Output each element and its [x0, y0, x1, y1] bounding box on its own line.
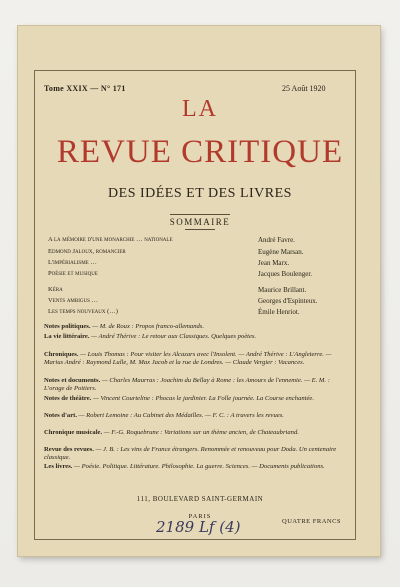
cover-price: QUATRE FRANCS — [282, 518, 342, 525]
toc-entry-author: Georges d'Espinteux. — [258, 297, 318, 305]
section-entry — [44, 377, 344, 393]
sommaire-heading: SOMMAIRE — [169, 217, 231, 227]
toc-entry-title: Vents ambigus … — [48, 297, 99, 304]
publisher-city: PARIS — [188, 513, 212, 520]
toc-entry-author: Émile Henriot. — [258, 308, 300, 316]
issue-date: 25 Août 1920 — [282, 84, 326, 93]
toc-entry-author: Jacques Boulenger. — [258, 270, 313, 278]
toc-entry-title: L'impérialisme … — [48, 259, 97, 266]
section-text: — Louis Thomas : Pour visiter les Alcazars avec l'Insolent. — André Thérive : L'Angleterre. — Marius André : Raymond Lulle, M. Max Jacob et la rue de Londres. — Claude Vergier : Vacances. — [44, 351, 332, 366]
toc-entry-title: Kéra — [48, 286, 63, 293]
toc-entry-title: Les temps nouveaux (…) — [48, 308, 118, 315]
section-entry — [44, 395, 344, 403]
publisher-address: 111, BOULEVARD SAINT-GERMAIN — [136, 495, 264, 503]
section-label: Revue des revues. — [44, 446, 94, 453]
section-label: Notes et documents. — [44, 377, 101, 384]
volume-issue: Tome XXIX — N° 171 — [44, 84, 126, 93]
section-entry — [44, 429, 344, 437]
magazine-title: REVUE CRITIQUE — [56, 134, 344, 170]
section-label: La vie littéraire. — [44, 333, 90, 340]
section-text: — Vincent Courteline : Phocas le jardinier. La Folle journée. La Course enchantée. — [92, 395, 315, 402]
magazine-subtitle: DES IDÉES ET DES LIVRES — [108, 186, 292, 201]
section-entry — [44, 333, 344, 341]
section-text: — André Thérive : Le retour aux Classiques. Quelques poètes. — [91, 333, 257, 340]
toc-entry-author: Maurice Brillant. — [258, 286, 307, 294]
section-label: Notes politiques. — [44, 323, 91, 330]
section-text: — Poésie. Politique. Littérature. Philosophie. La guerre. Sciences. — Documents publications. — [74, 463, 325, 470]
handwritten-shelfmark: 2189 Lf (4) — [156, 518, 241, 536]
toc-entry-title: Edmond Jaloux, romancier — [48, 248, 126, 255]
section-text: — Robert Lemoine : Au Cabinet des Médailles. — F. C. : A travers les revues. — [78, 412, 284, 419]
section-label: Notes de théâtre. — [44, 395, 92, 402]
toc-entry-author: Eugène Marsan. — [258, 248, 304, 256]
toc-entry-author: André Favre. — [258, 236, 295, 244]
toc-entry-title: Poésie et musique — [48, 270, 98, 277]
section-label: Les livres. — [44, 463, 73, 470]
section-entry — [44, 446, 344, 462]
section-entry — [44, 463, 344, 471]
toc-entry-author: Jean Marx. — [258, 259, 290, 267]
section-text: — J. B. : Les vins de France étrangers. Renommée et renouveau pour Doda. Un centenaire classique. — [44, 446, 337, 461]
section-text: — F.-G. Roquebrune : Variations sur un thème ancien, de Chateaubriand. — [103, 429, 299, 436]
section-text: — M. de Roux : Propos franco-allemands. — [92, 323, 205, 330]
divider-rule — [185, 229, 215, 230]
section-entry — [44, 323, 344, 331]
section-entry — [44, 412, 344, 420]
section-label: Chronique musicale. — [44, 429, 103, 436]
section-label: Chroniques. — [44, 351, 79, 358]
section-label: Notes d'art. — [44, 412, 77, 419]
section-entry — [44, 351, 344, 367]
divider-rule — [170, 214, 230, 215]
title-article: LA — [182, 96, 218, 122]
toc-entry-title: A la mémoire d'une monarchie … nationale — [48, 236, 173, 243]
section-text: — Charles Maurras : Joachim du Bellay à Rome : les Amours de l'ennemie. — E. M. : L'orage de Poitiers. — [44, 377, 330, 392]
